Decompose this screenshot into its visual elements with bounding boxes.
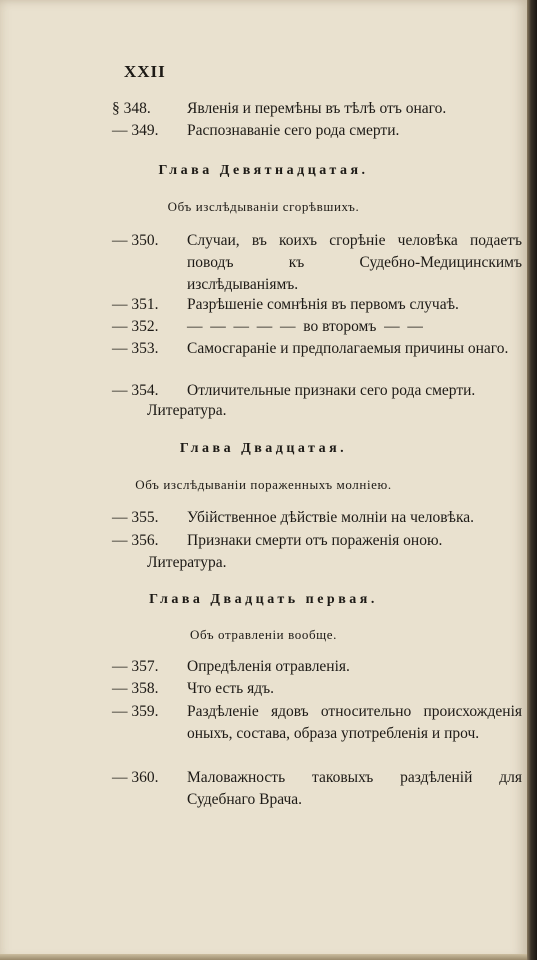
toc-entry — [112, 678, 522, 700]
section-number: — 349. — [112, 122, 159, 139]
section-number: — 358. — [112, 680, 159, 697]
section-title: Самосгараніе и предполагаемыя причины онаго. — [187, 340, 509, 357]
section-title: Явленія и перемѣны въ тѣлѣ отъ онаго. — [187, 100, 447, 117]
section-number: — 356. — [112, 532, 159, 549]
toc-entry — [112, 767, 522, 811]
section-number: — 352. — [112, 318, 159, 335]
toc-entry — [112, 701, 522, 745]
chapter-title: Глава Двадцать первая. — [149, 592, 378, 607]
literature-label: Литература. — [147, 554, 227, 571]
section-title: Что есть ядъ. — [187, 680, 275, 697]
section-number: — 350. — [112, 232, 159, 249]
toc-entry — [112, 98, 522, 120]
section-number: — 357. — [112, 658, 159, 675]
toc-entry — [112, 530, 522, 552]
section-title: Распознаваніе сего рода смерти. — [187, 122, 400, 139]
section-title: Убійственное дѣйствіе молніи на человѣка. — [187, 509, 475, 526]
book-spine — [527, 0, 537, 960]
section-number: — 351. — [112, 296, 159, 313]
section-title: Маловажность таковыхъ раздѣленій для Судебнаго Врача. — [187, 769, 522, 808]
section-title: Опредѣленія отравленія. — [187, 658, 350, 675]
page-edge — [0, 954, 527, 960]
toc-entry — [112, 230, 522, 296]
section-title: Признаки смерти отъ пораженія оною. — [187, 532, 443, 549]
section-title: Разрѣшеніе сомнѣнія въ первомъ случаѣ. — [187, 296, 459, 313]
chapter-title: Глава Девятнадцатая. — [158, 163, 369, 178]
chapter-subtitle: Объ изслѣдываніи сгорѣвшихъ. — [167, 199, 360, 214]
toc-entry — [112, 507, 522, 529]
section-number: — 359. — [112, 703, 159, 720]
chapter-subtitle: Объ отравленіи вообще. — [190, 627, 337, 642]
section-number: — 354. — [112, 382, 159, 399]
page-number: XXII — [124, 62, 166, 81]
section-title: Раздѣленіе ядовъ относительно происхожденія оныхъ, состава, образа употребленія и проч. — [187, 703, 522, 742]
section-title: Отличительные признаки сего рода смерти. — [187, 382, 476, 399]
toc-entry — [112, 294, 522, 316]
toc-entry — [112, 338, 522, 360]
toc-entry — [112, 316, 522, 338]
section-title: Случаи, въ коихъ сгорѣніе человѣка подаетъ поводъ къ Судебно-Медицинскимъ изслѣдываніямъ. — [187, 232, 522, 293]
toc-entry — [112, 120, 522, 142]
section-title: — — — — — во второмъ — — — [187, 318, 423, 335]
section-number: — 353. — [112, 340, 159, 357]
literature-label: Литература. — [147, 402, 227, 419]
chapter-subtitle: Объ изслѣдываніи пораженныхъ молніею. — [135, 477, 392, 492]
chapter-title: Глава Двадцатая. — [179, 441, 348, 456]
section-number: — 360. — [112, 769, 159, 786]
section-number: § 348. — [112, 100, 151, 117]
toc-entry — [112, 656, 522, 678]
toc-entry — [112, 380, 522, 402]
section-number: — 355. — [112, 509, 159, 526]
